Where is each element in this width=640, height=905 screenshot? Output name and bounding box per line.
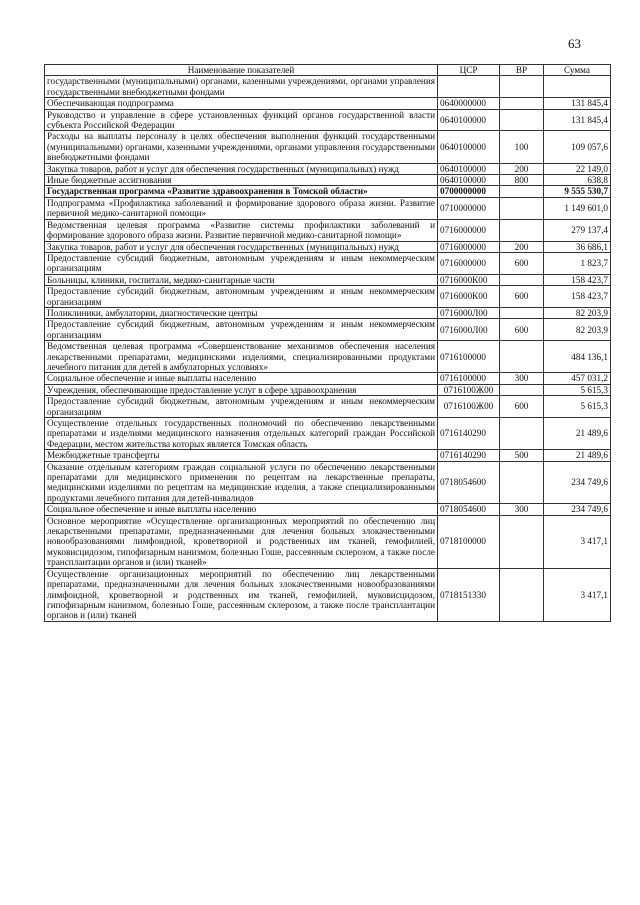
cell-csr: 0716100Ж00 bbox=[438, 384, 500, 395]
cell-vr bbox=[500, 186, 544, 197]
table-row bbox=[45, 396, 611, 418]
cell-vr bbox=[500, 197, 544, 219]
cell-vr: 600 bbox=[500, 286, 544, 308]
cell-sum: 234 749,6 bbox=[544, 461, 611, 504]
cell-vr bbox=[500, 109, 544, 131]
cell-vr bbox=[500, 307, 544, 318]
table-row bbox=[45, 515, 611, 568]
cell-sum: 457 031,2 bbox=[544, 373, 611, 384]
cell-csr: 0710000000 bbox=[438, 197, 500, 219]
cell-name: Предоставление субсидий бюджетным, автономным учреждениям и иным некоммерческим организациям bbox=[45, 396, 438, 418]
cell-sum: 484 136,1 bbox=[544, 341, 611, 373]
cell-name: Осуществление отдельных государственных полномочий по обеспечению лекарственными препаратами и изделиями медицинского назначения отдельных категорий граждан Российской Федерации, местом жительства которых является Томская область bbox=[45, 418, 438, 450]
cell-csr: 0718100000 bbox=[438, 515, 500, 568]
table-body bbox=[45, 76, 611, 621]
cell-name: Предоставление субсидий бюджетным, автономным учреждениям и иным некоммерческим организациям bbox=[45, 319, 438, 341]
cell-name: Ведомственная целевая программа «Совершенствование механизмов обеспечения населения лекарственными препаратами, медицинскими изделиями, специализированными продуктами лечебного питания для детей в амбулаторных условиях» bbox=[45, 341, 438, 373]
table-row bbox=[45, 274, 611, 285]
cell-name: Социальное обеспечение и иные выплаты населению bbox=[45, 373, 438, 384]
cell-vr: 500 bbox=[500, 450, 544, 461]
cell-name: Руководство и управление в сфере установленных функций органов государственной власти субъекта Российской Федерации bbox=[45, 109, 438, 131]
cell-name: Поликлиники, амбулатории, диагностические центры bbox=[45, 307, 438, 318]
cell-sum: 158 423,7 bbox=[544, 274, 611, 285]
cell-vr: 200 bbox=[500, 241, 544, 252]
table-row bbox=[45, 252, 611, 274]
cell-vr bbox=[500, 461, 544, 504]
cell-csr: 0718054600 bbox=[438, 504, 500, 515]
cell-sum: 131 845,4 bbox=[544, 109, 611, 131]
cell-sum: 1 823,7 bbox=[544, 252, 611, 274]
cell-csr: 0716000Л00 bbox=[438, 319, 500, 341]
cell-vr: 100 bbox=[500, 131, 544, 163]
cell-csr: 0716000К00 bbox=[438, 286, 500, 308]
cell-sum: 3 417,1 bbox=[544, 515, 611, 568]
cell-vr bbox=[500, 341, 544, 373]
table-row bbox=[45, 286, 611, 308]
cell-name: Иные бюджетные ассигнования bbox=[45, 175, 438, 186]
cell-vr: 300 bbox=[500, 373, 544, 384]
cell-vr bbox=[500, 219, 544, 241]
table-row bbox=[45, 341, 611, 373]
cell-name: Закупка товаров, работ и услуг для обеспечения государственных (муниципальных) нужд bbox=[45, 163, 438, 174]
cell-sum bbox=[544, 76, 611, 98]
cell-vr bbox=[500, 515, 544, 568]
table-row bbox=[45, 186, 611, 197]
cell-sum: 3 417,1 bbox=[544, 568, 611, 621]
table-row bbox=[45, 197, 611, 219]
table-row bbox=[45, 76, 611, 98]
cell-sum: 9 555 530,7 bbox=[544, 186, 611, 197]
cell-csr: 0716000Л00 bbox=[438, 307, 500, 318]
cell-sum: 82 203,9 bbox=[544, 319, 611, 341]
cell-csr: 0718054600 bbox=[438, 461, 500, 504]
cell-vr bbox=[500, 98, 544, 109]
cell-csr: 0640000000 bbox=[438, 98, 500, 109]
cell-sum: 36 686,1 bbox=[544, 241, 611, 252]
header-csr: ЦСР bbox=[438, 65, 500, 76]
cell-vr: 800 bbox=[500, 175, 544, 186]
cell-sum: 1 149 601,0 bbox=[544, 197, 611, 219]
cell-csr: 0718151330 bbox=[438, 568, 500, 621]
cell-sum: 21 489,6 bbox=[544, 450, 611, 461]
cell-vr bbox=[500, 384, 544, 395]
page-number: 63 bbox=[568, 36, 581, 51]
budget-table bbox=[44, 64, 611, 622]
cell-csr: 0700000000 bbox=[438, 186, 500, 197]
cell-csr: 0716000000 bbox=[438, 219, 500, 241]
cell-name: Государственная программа «Развитие здравоохранения в Томской области» bbox=[45, 186, 438, 197]
cell-vr: 600 bbox=[500, 396, 544, 418]
cell-name: Оказание отдельным категориям граждан социальной услуги по обеспечению лекарственными препаратами для медицинского применения по рецептам на лекарственные препараты, медицинскими изделиями по рецептам на медицинские изделия, а также специализированными продуктами лечебного питания для детей-инвалидов bbox=[45, 461, 438, 504]
header-name: Наименование показателей bbox=[45, 65, 438, 76]
table-row bbox=[45, 219, 611, 241]
cell-name: Основное мероприятие «Осуществление организационных мероприятий по обеспечению лиц лекарственными препаратами, предназначенными для лечения больных злокачественными новообразованиями лимфоидной, кроветворной и родственных им тканей, гемофилией, муковисцидозом, гипофизарным нанизмом, болезнью Гоше, рассеянным склерозом, а также после трансплантации органов и (или) тканей» bbox=[45, 515, 438, 568]
cell-csr: 0716100000 bbox=[438, 341, 500, 373]
cell-vr bbox=[500, 76, 544, 98]
table-header-row bbox=[45, 65, 611, 76]
cell-sum: 82 203,9 bbox=[544, 307, 611, 318]
cell-name: Учреждения, обеспечивающие предоставление услуг в сфере здравоохранения bbox=[45, 384, 438, 395]
cell-name: Социальное обеспечение и иные выплаты населению bbox=[45, 504, 438, 515]
cell-csr: 0716000000 bbox=[438, 241, 500, 252]
cell-vr: 300 bbox=[500, 504, 544, 515]
cell-sum: 21 489,6 bbox=[544, 418, 611, 450]
table-row bbox=[45, 504, 611, 515]
cell-csr: 0640100000 bbox=[438, 163, 500, 174]
cell-name: Подпрограмма «Профилактика заболеваний и формирование здорового образа жизни. Развитие первичной медико-санитарной помощи» bbox=[45, 197, 438, 219]
table-row bbox=[45, 98, 611, 109]
cell-sum: 22 149,0 bbox=[544, 163, 611, 174]
cell-csr: 0716000000 bbox=[438, 252, 500, 274]
header-vr: ВР bbox=[500, 65, 544, 76]
cell-vr bbox=[500, 568, 544, 621]
cell-sum: 131 845,4 bbox=[544, 98, 611, 109]
cell-csr bbox=[438, 76, 500, 98]
cell-vr bbox=[500, 274, 544, 285]
cell-vr: 600 bbox=[500, 252, 544, 274]
cell-sum: 5 615,3 bbox=[544, 396, 611, 418]
table-row bbox=[45, 319, 611, 341]
cell-csr: 0716000К00 bbox=[438, 274, 500, 285]
cell-sum: 109 057,6 bbox=[544, 131, 611, 163]
cell-csr: 0716140290 bbox=[438, 450, 500, 461]
table-row bbox=[45, 163, 611, 174]
cell-name: Предоставление субсидий бюджетным, автономным учреждениям и иным некоммерческим организациям bbox=[45, 252, 438, 274]
table-row bbox=[45, 175, 611, 186]
cell-vr: 200 bbox=[500, 163, 544, 174]
cell-sum: 5 615,3 bbox=[544, 384, 611, 395]
cell-name: Больницы, клиники, госпитали, медико-санитарные части bbox=[45, 274, 438, 285]
table-row bbox=[45, 461, 611, 504]
cell-name: Закупка товаров, работ и услуг для обеспечения государственных (муниципальных) нужд bbox=[45, 241, 438, 252]
cell-csr: 0640100000 bbox=[438, 109, 500, 131]
cell-csr: 0640100000 bbox=[438, 175, 500, 186]
cell-name: Осуществление организационных мероприятий по обеспечению лиц лекарственными препаратами, предназначенными для лечения больных злокачественными новообразованиями лимфоидной, кроветворной и родственных им тканей, гемофилией, муковисцидозом, гипофизарным нанизмом, болезнью Гоше, рассеянным склерозом, а также после трансплантации органов и (или) тканей bbox=[45, 568, 438, 621]
cell-csr: 0716140290 bbox=[438, 418, 500, 450]
header-sum: Сумма bbox=[544, 65, 611, 76]
table-row bbox=[45, 241, 611, 252]
cell-vr: 600 bbox=[500, 319, 544, 341]
cell-name: Расходы на выплаты персоналу в целях обеспечения выполнения функций государственными (муниципальными) органами, казенными учреждениями, органами управления государственными внебюджетными фондами bbox=[45, 131, 438, 163]
cell-csr: 0716100Ж00 bbox=[438, 396, 500, 418]
cell-name: Ведомственная целевая программа «Развитие системы профилактики заболеваний и формирование здорового образа жизни. Развитие первичной медико-санитарной помощи» bbox=[45, 219, 438, 241]
cell-sum: 158 423,7 bbox=[544, 286, 611, 308]
cell-csr: 0716100000 bbox=[438, 373, 500, 384]
table-row bbox=[45, 418, 611, 450]
table-row bbox=[45, 450, 611, 461]
cell-name: Предоставление субсидий бюджетным, автономным учреждениям и иным некоммерческим организациям bbox=[45, 286, 438, 308]
table-row bbox=[45, 373, 611, 384]
cell-sum: 279 137,4 bbox=[544, 219, 611, 241]
cell-name: Межбюджетные трансферты bbox=[45, 450, 438, 461]
cell-name: Обеспечивающая подпрограмма bbox=[45, 98, 438, 109]
cell-csr: 0640100000 bbox=[438, 131, 500, 163]
table-row bbox=[45, 384, 611, 395]
table-row bbox=[45, 131, 611, 163]
table-row bbox=[45, 109, 611, 131]
cell-sum: 638,8 bbox=[544, 175, 611, 186]
table-row bbox=[45, 568, 611, 621]
cell-name: государственными (муниципальными) органами, казенными учреждениями, органами управления государственными внебюджетными фондами bbox=[45, 76, 438, 98]
table-row bbox=[45, 307, 611, 318]
cell-sum: 234 749,6 bbox=[544, 504, 611, 515]
cell-vr bbox=[500, 418, 544, 450]
